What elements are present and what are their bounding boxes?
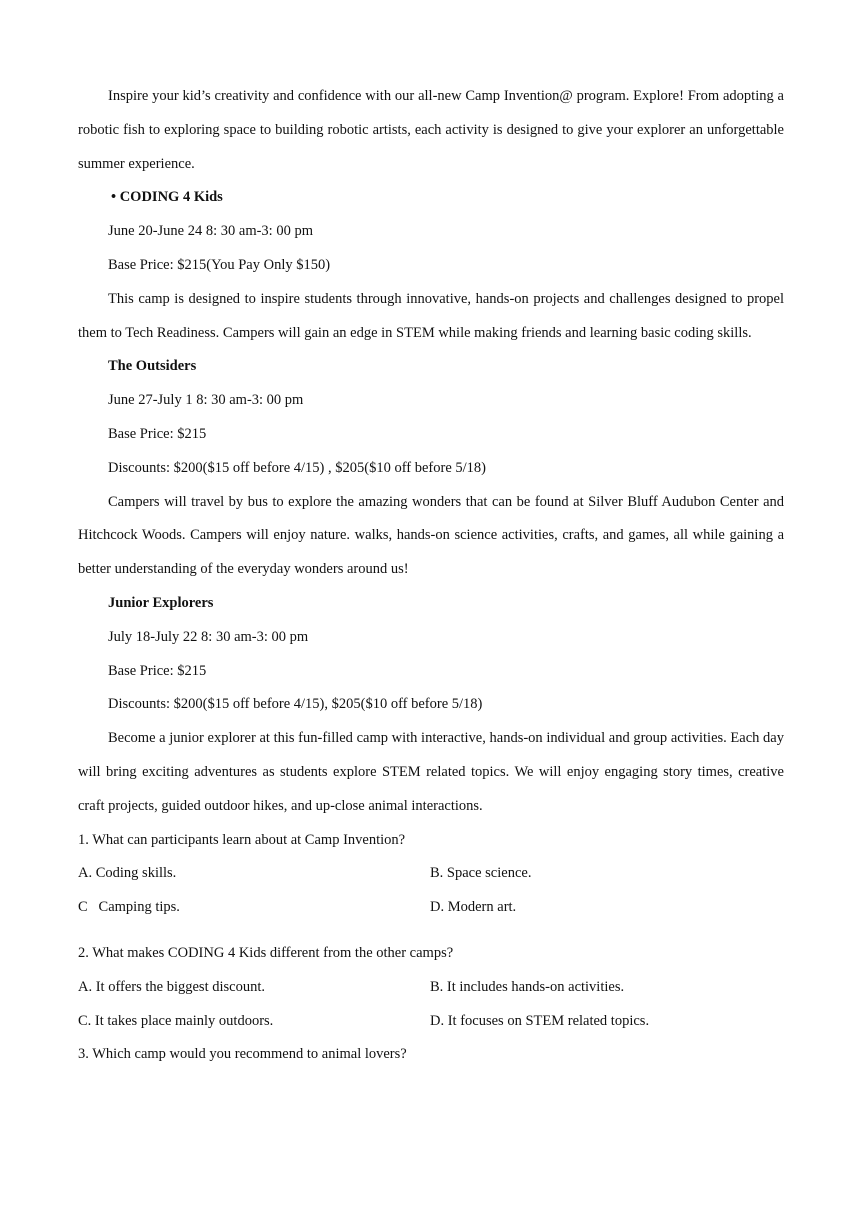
question-stem: 1. What can participants learn about at Camp Invention? — [78, 831, 406, 848]
camp-dates: June 27-July 1 8: 30 am-3: 00 pm — [108, 392, 304, 409]
camp-price: Base Price: $215 — [108, 662, 207, 679]
option-b: B. Space science. — [430, 865, 532, 882]
option-row — [78, 971, 784, 1005]
camp-title-junior-explorers: Junior Explorers — [108, 594, 214, 611]
camp-title-coding: • CODING 4 Kids — [111, 189, 223, 206]
camp-dates: July 18-July 22 8: 30 am-3: 00 pm — [108, 628, 309, 645]
option-d: D. Modern art. — [430, 899, 517, 916]
camp-discounts: Discounts: $200($15 off before 4/15), $205($10 off before 5/18) — [108, 696, 483, 713]
camp-description: Campers will travel by bus to explore the amazing wonders that can be found at Silver Bluff Audubon Center and Hitchcock Woods. Campers will enjoy nature. walks, hands-on science activities, crafts, and games, all while gaining a better understanding of the everyday wonders around us! — [78, 493, 784, 578]
camp-description: Become a junior explorer at this fun-filled camp with interactive, hands-on individual and group activities. Each day will bring exciting adventures as students explore STEM related topics. We will enjoy engaging story times, creative craft projects, guided outdoor hikes, and up-close animal interactions. — [78, 730, 784, 814]
option-row — [78, 891, 784, 925]
question-stem: 3. Which camp would you recommend to animal lovers? — [78, 1046, 407, 1063]
option-c: C. It takes place mainly outdoors. — [78, 1012, 274, 1029]
camp-price: Base Price: $215 — [108, 425, 207, 442]
question-stem: 2. What makes CODING 4 Kids different from the other camps? — [78, 944, 454, 961]
document-body — [78, 80, 784, 1072]
option-a: A. It offers the biggest discount. — [78, 978, 265, 995]
intro-paragraph: Inspire your kid’s creativity and confidence with our all-new Camp Invention@ program. Explore! From adopting a robotic fish to exploring space to building robotic artists, each activity is designed to give your explorer an unforgettable summer experience. — [78, 88, 784, 172]
option-c: C Camping tips. — [78, 899, 180, 916]
camp-dates: June 20-June 24 8: 30 am-3: 00 pm — [108, 223, 313, 240]
camp-price: Base Price: $215(You Pay Only $150) — [108, 256, 331, 273]
option-a: A. Coding skills. — [78, 865, 177, 882]
option-d: D. It focuses on STEM related topics. — [430, 1012, 650, 1029]
camp-discounts: Discounts: $200($15 off before 4/15) , $205($10 off before 5/18) — [108, 459, 486, 476]
camp-description: This camp is designed to inspire students through innovative, hands-on projects and challenges designed to propel them to Tech Readiness. Campers will gain an edge in STEM while making friends and learning basic coding skills. — [78, 290, 784, 341]
option-row — [78, 857, 784, 891]
option-row — [78, 1005, 784, 1039]
option-b: B. It includes hands-on activities. — [430, 978, 625, 995]
camp-title-outsiders: The Outsiders — [108, 358, 197, 375]
